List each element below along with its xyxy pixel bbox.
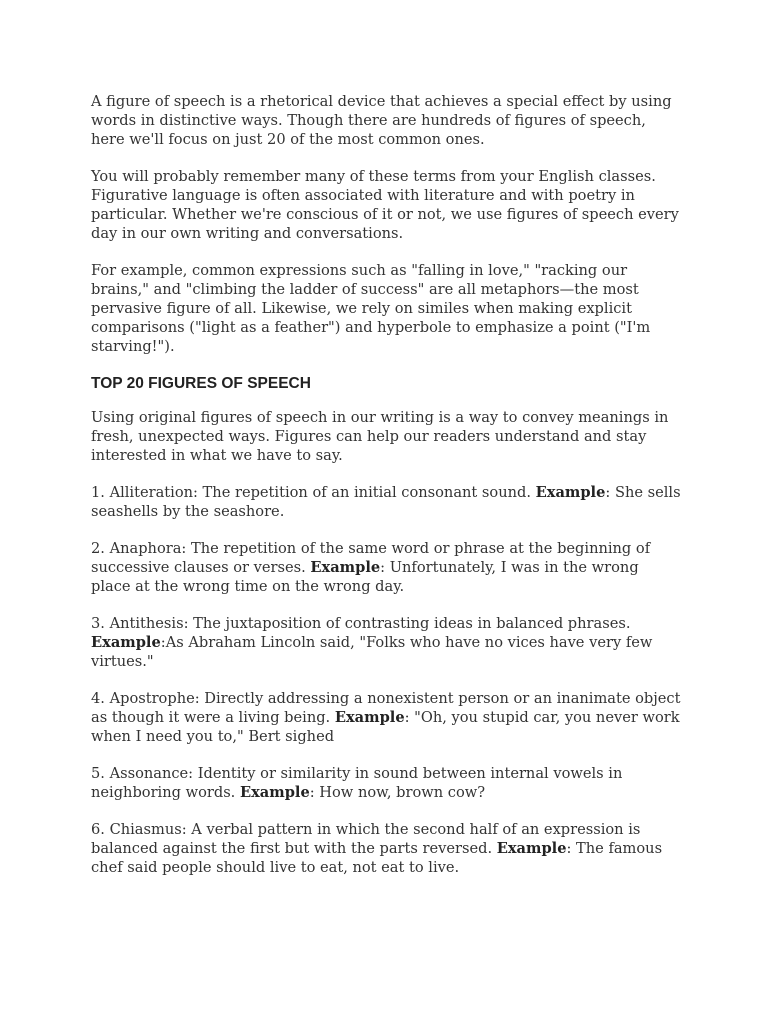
example-separator: : (160, 634, 166, 651)
item-definition: 3. Antithesis: The juxtaposition of contrasting ideas in balanced phrases. (91, 615, 631, 632)
example-text: "Oh, you stupid car, you never work when I need you to," Bert sighed (91, 709, 680, 745)
section-intro-paragraph: Using original figures of speech in our writing is a way to convey meanings in fresh, unexpected ways. Figures can help our readers understand and stay interested in what we have to say. (91, 409, 669, 464)
example-text: How now, brown cow? (319, 784, 486, 801)
item-definition: 4. Apostrophe: Directly addressing a nonexistent person or an inanimate object as though it were a living being. (91, 690, 681, 726)
example-text: The famous chef said people should live to eat, not eat to live. (91, 840, 663, 876)
list-item-chiasmus (91, 820, 681, 877)
list-item-anaphora (91, 539, 681, 596)
example-text: She sells seashells by the seashore. (91, 484, 681, 520)
example-text: As Abraham Lincoln said, "Folks who have no vices have very few virtues." (91, 634, 653, 670)
item-definition: 6. Chiasmus: A verbal pattern in which the second half of an expression is balanced against the first but with the parts reversed. (91, 821, 641, 857)
example-label: Example (496, 840, 567, 857)
list-item-assonance (91, 764, 681, 802)
item-definition: 1. Alliteration: The repetition of an initial consonant sound. (91, 484, 536, 501)
example-separator: : (380, 559, 390, 576)
example-label: Example (535, 484, 606, 501)
section-heading: TOP 20 FIGURES OF SPEECH (91, 375, 311, 392)
example-separator: : (309, 784, 320, 801)
list-item-alliteration (91, 483, 681, 521)
item-definition: 5. Assonance: Identity or similarity in sound between internal vowels in neighboring words. (91, 765, 623, 801)
list-item-apostrophe (91, 689, 681, 746)
example-separator: : (566, 840, 577, 857)
example-label: Example (239, 784, 310, 801)
example-separator: : (404, 709, 415, 726)
intro-paragraph-2: You will probably remember many of these terms from your English classes. Figurative language is often associated with literature and with poetry in particular. Whether we're conscious of it or not, we use figures of speech every day in our own writing and conversations. (91, 168, 679, 242)
example-label: Example (334, 709, 405, 726)
document-page (91, 92, 681, 895)
example-label: Example (91, 634, 161, 651)
intro-paragraph-1: A figure of speech is a rhetorical device that achieves a special effect by using words in distinctive ways. Though there are hundreds of figures of speech, here we'll focus on just 20 of the most common ones. (91, 93, 672, 148)
example-separator: : (605, 484, 615, 501)
example-label: Example (310, 559, 381, 576)
item-definition: 2. Anaphora: The repetition of the same word or phrase at the beginning of successive clauses or verses. (91, 540, 651, 576)
intro-paragraph-3: For example, common expressions such as "falling in love," "racking our brains," and "climbing the ladder of success" are all metaphors—the most pervasive figure of all. Likewise, we rely on similes when making explicit comparisons ("light as a feather") and hyperbole to emphasize a point ("I'm starving!"). (91, 262, 651, 355)
example-text: Unfortunately, I was in the wrong place at the wrong time on the wrong day. (91, 559, 639, 595)
list-item-antithesis (91, 614, 681, 671)
